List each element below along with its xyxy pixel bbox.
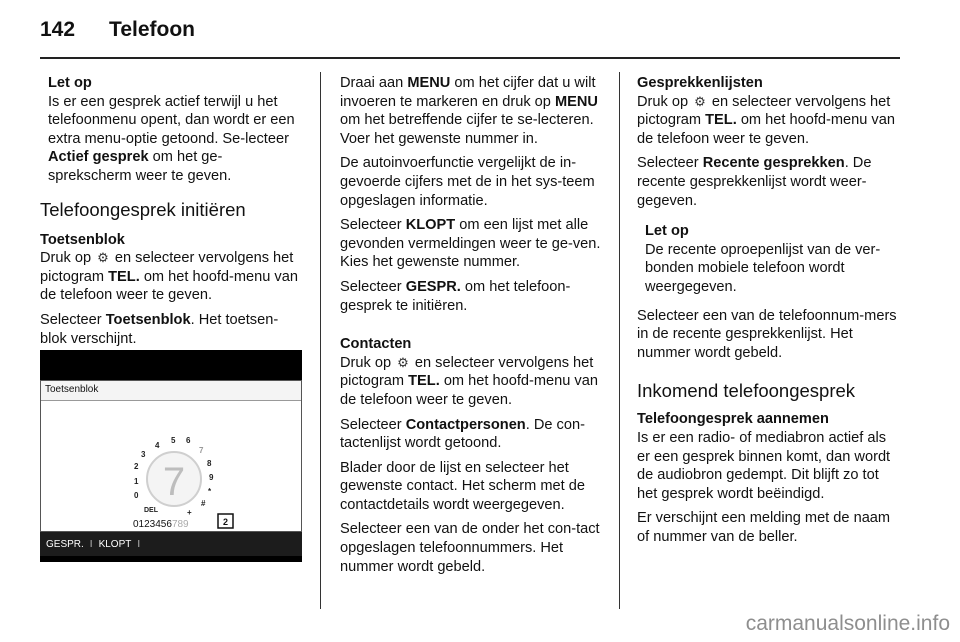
gear-icon: ⚙ — [397, 354, 409, 370]
note-text: De recente oproepenlijst van de ver-bonden mobiele telefoon wordt weergegeven. — [645, 241, 881, 295]
page-title: Telefoon — [109, 18, 195, 41]
dial-digit-5: 5 — [171, 436, 176, 445]
note-text: Is er een gesprek actief terwijl u het telefoonmenu opent, dan wordt er een extra menu-optie getoond. Se-lecteer Actief gesprek om het ge-sprekscherm weer te geven. — [48, 93, 295, 184]
keypad-paragraph-2: Selecteer Toetsenblok. Het toetsen-blok verschijnt. — [40, 311, 279, 347]
dial-digit-8: 8 — [207, 459, 212, 468]
softkey-separator: I — [89, 538, 93, 550]
page-badge-number: 2 — [222, 517, 229, 527]
note-title: Let op — [645, 223, 689, 240]
section-title-initiate: Telefoongesprek initiëren — [40, 198, 246, 220]
note-recent-calls — [637, 222, 902, 296]
col2-paragraph-1: Draai aan MENU om het cijfer dat u wilt invoeren te markeren en druk op MENU om het betreffende cijfer te se-lecteren. Voer het gewenste nummer in. — [340, 75, 598, 147]
watermark: carmanualsonline.info — [745, 612, 950, 635]
screen-softkey-bar — [40, 532, 302, 556]
speller-dial — [41, 401, 301, 531]
screen-title: Toetsenblok — [45, 384, 99, 395]
header-rule — [40, 57, 900, 59]
col3-paragraph-1: Druk op ⚙ en selecteer vervolgens het pictogram TEL. om het hoofd-menu van de telefoon weer te geven. — [637, 93, 895, 147]
dial-digit-6: 6 — [186, 436, 191, 445]
keypad-heading: Toetsenblok — [40, 231, 125, 248]
contacts-heading: Contacten — [340, 336, 412, 353]
dial-digit-0: 0 — [134, 491, 139, 500]
page-number: 142 — [40, 18, 76, 41]
dial-digit-star: * — [208, 487, 212, 496]
column-2 — [340, 64, 605, 576]
dial-digit-2: 2 — [134, 462, 139, 471]
page-header — [40, 18, 195, 50]
col2-paragraph-6: Selecteer Contactpersonen. De con-tactenlijst wordt getoond. — [340, 416, 585, 452]
dial-digit-hash: # — [201, 499, 206, 508]
screen-titlebar — [41, 381, 301, 401]
dial-digit-3: 3 — [141, 450, 146, 459]
col3-paragraph-2: Selecteer Recente gesprekken. De recente gesprekkenlijst wordt weer-gegeven. — [637, 155, 872, 209]
column-divider-2 — [619, 72, 620, 609]
entered-number: 0123456789 — [133, 519, 189, 530]
dial-digit-9: 9 — [209, 473, 214, 482]
dial-del: DEL — [144, 507, 158, 514]
softkey-separator: I — [137, 538, 141, 550]
keypad-screenshot — [40, 350, 302, 562]
column-1 — [40, 64, 302, 348]
softkey-klopt[interactable]: KLOPT — [98, 538, 132, 550]
dial-digit-4: 4 — [155, 441, 160, 450]
call-lists-heading: Gesprekkenlijsten — [637, 75, 763, 91]
softkey-gespr[interactable]: GESPR. — [46, 538, 84, 550]
col3-paragraph-4: Is er een radio- of mediabron actief als er een gesprek binnen komt, dan wordt de audiobron gedempt. Dit blijft zo tot het gesprek wordt beëindigd. — [637, 429, 891, 502]
keypad-paragraph-1: Druk op ⚙ en selecteer vervolgens het pictogram TEL. om het hoofd-menu van de telefoon weer te geven. — [40, 250, 298, 304]
dial-digit-7: 7 — [199, 446, 204, 455]
note-title: Let op — [48, 75, 92, 91]
col3-paragraph-5: Er verschijnt een melding met de naam of nummer van de beller. — [637, 510, 891, 545]
column-divider-1 — [320, 72, 321, 609]
gear-icon: ⚙ — [694, 93, 706, 109]
col2-paragraph-3: Selecteer KLOPT om een lijst met alle gevonden vermeldingen weer te ge-ven. Kies het gewenste nummer. — [340, 217, 601, 271]
col2-paragraph-7: Blader door de lijst en selecteer het gewenste contact. Het scherm met de contactdetails wordt weergegeven. — [340, 459, 585, 513]
col2-paragraph-2: De autoinvoerfunctie vergelijkt de in-gevoerde cijfers met de in het sys-teem opgeslagen informatie. — [340, 155, 595, 209]
col2-paragraph-8: Selecteer een van de onder het con-tact opgeslagen telefoonnummers. Het nummer wordt gebeld. — [340, 521, 600, 575]
answer-call-heading: Telefoongesprek aannemen — [637, 411, 829, 428]
section-title-incoming: Inkomend telefoongesprek — [637, 380, 856, 402]
col3-paragraph-3: Selecteer een van de telefoonnum-mers in de recente gesprekkenlijst. Het nummer wordt gebeld. — [637, 307, 897, 361]
dial-digit-plus: + — [187, 508, 192, 517]
column-3 — [637, 64, 902, 546]
gear-icon: ⚙ — [97, 250, 109, 266]
keypad-display — [40, 380, 302, 532]
dial-selected-digit: 7 — [162, 460, 186, 504]
col2-paragraph-5: Druk op ⚙ en selecteer vervolgens het pictogram TEL. om het hoofd-menu van de telefoon weer te geven. — [340, 354, 598, 408]
col2-paragraph-4: Selecteer GESPR. om het telefoon-gesprek te initiëren. — [340, 278, 571, 314]
dial-digit-1: 1 — [134, 477, 139, 486]
note-active-call — [40, 74, 302, 186]
